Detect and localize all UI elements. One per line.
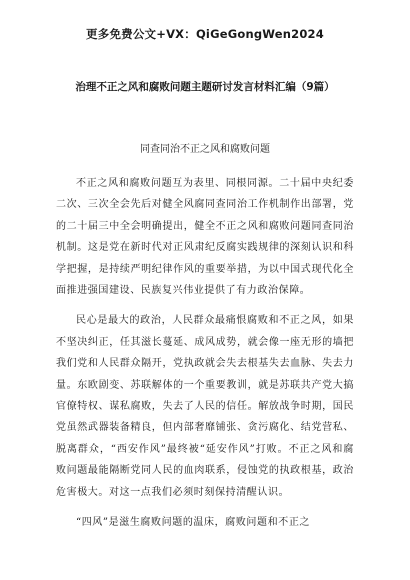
promo-header: 更多免费公文+VX：QiGeGongWen2024 <box>86 27 324 41</box>
document-title: 治理不正之风和腐败问题主题研讨发言材料汇编（9篇） <box>75 81 335 93</box>
body-paragraph-3: “四风”是滋生腐败问题的温床，腐败问题和不正之 <box>76 517 311 529</box>
body-paragraph-2: 民心是最大的政治，人民群众最痛恨腐败和不正之风，如果不坚决纠正，任其滋长蔓延、成风成势，就会像一座无形的墙把我们党和人民群众隔开，党执政就会失去根基失去血脉、失去力量。东欧剧变、苏联解体的一个重要教训，就是苏联共产党大搞官僚特权、谋私腐败，失去了人民的信任。解放战争时期，国民党虽然武器装备精良，但内部奢靡铺张、贪污腐化、结党营私、脱离群众，“西安作风”最终被“延安作风”打败。不正之风和腐败问题最能隔断党同人民的血肉联系，侵蚀党的执政根基，政治危害极大。对这一点我们必须时刻保持清醒认识。 <box>56 315 354 498</box>
body-paragraph-1: 不正之风和腐败问题互为表里、同根同源。二十届中央纪委二次、三次全会先后对健全风腐同查同治工作机制作出部署，党的二十届三中全会明确提出，健全不正之风和腐败问题同查同治机制。这是党在新时代对正风肃纪反腐实践规律的深刻认识和科学把握，是持续严明纪律作风的重要举措，为以中国式现代化全面推进强国建设、民族复兴伟业提供了有力政治保障。 <box>56 178 354 297</box>
section-title: 同查同治不正之风和腐败问题 <box>140 144 270 155</box>
